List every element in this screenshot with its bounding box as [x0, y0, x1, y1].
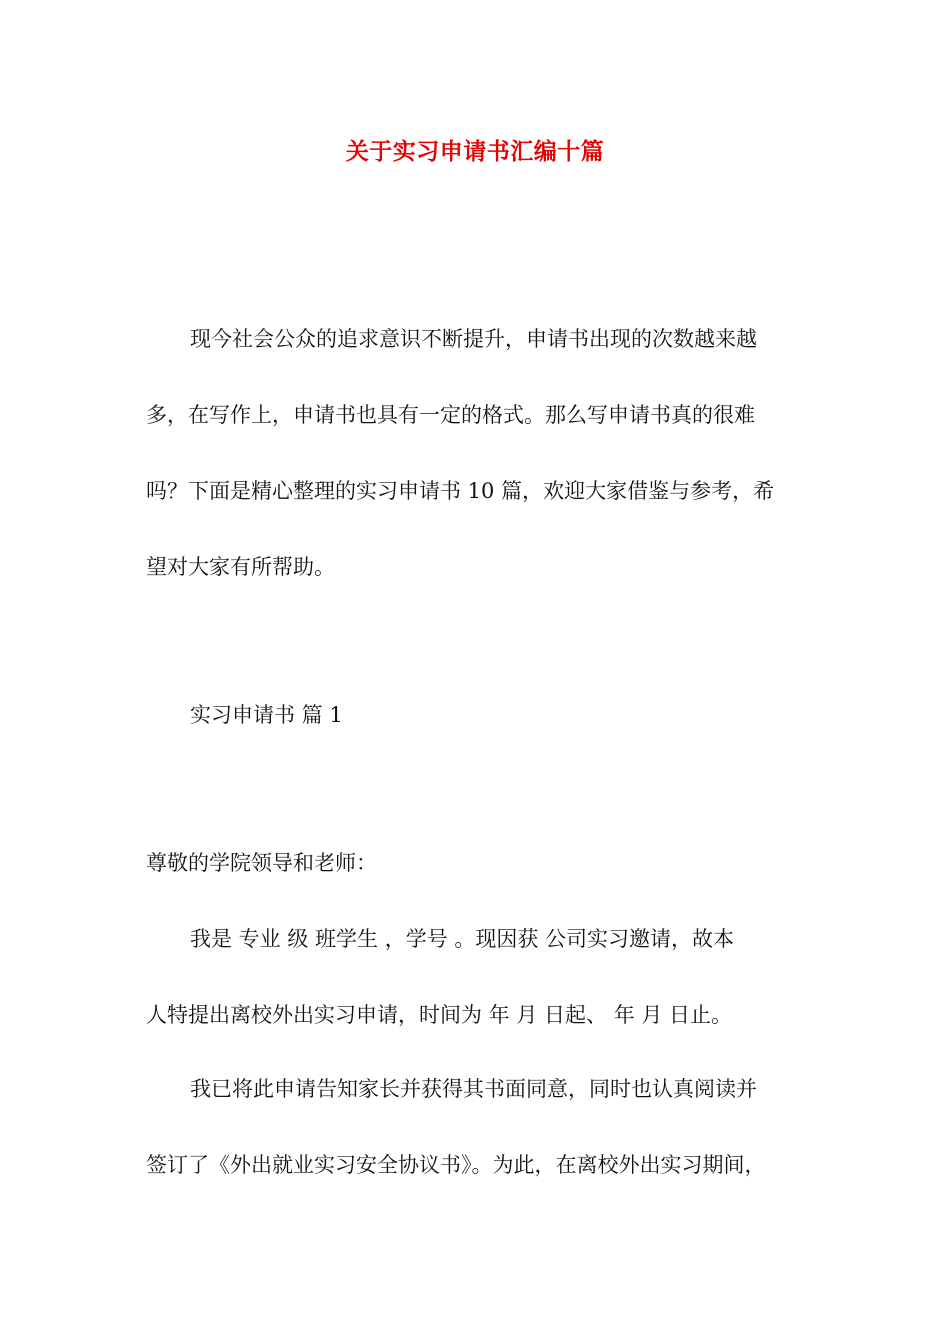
body-line-2: 人特提出离校外出实习申请，时间为 年 月 日起、 年 月 日止。 — [146, 1003, 733, 1027]
section-heading: 实习申请书 篇 1 — [190, 703, 343, 727]
intro-line-3: 吗？下面是精心整理的实习申请书 10 篇，欢迎大家借鉴与参考，希 — [146, 479, 775, 503]
salutation: 尊敬的学院领导和老师： — [146, 851, 377, 875]
body-line-1: 我是 专业 级 班学生 ，学号 。现因获 公司实习邀请，故本 — [190, 927, 735, 951]
body-line-3: 我已将此申请告知家长并获得其书面同意，同时也认真阅读并 — [190, 1077, 757, 1101]
intro-line-2: 多，在写作上，申请书也具有一定的格式。那么写申请书真的很难 — [146, 403, 755, 427]
body-line-4: 签订了《外出就业实习安全协议书》。为此，在离校外出实习期间， — [146, 1153, 766, 1177]
document-title: 关于实习申请书汇编十篇 — [345, 138, 605, 165]
intro-line-1: 现今社会公众的追求意识不断提升，申请书出现的次数越来越 — [190, 327, 757, 351]
intro-line-4: 望对大家有所帮助。 — [146, 555, 335, 579]
